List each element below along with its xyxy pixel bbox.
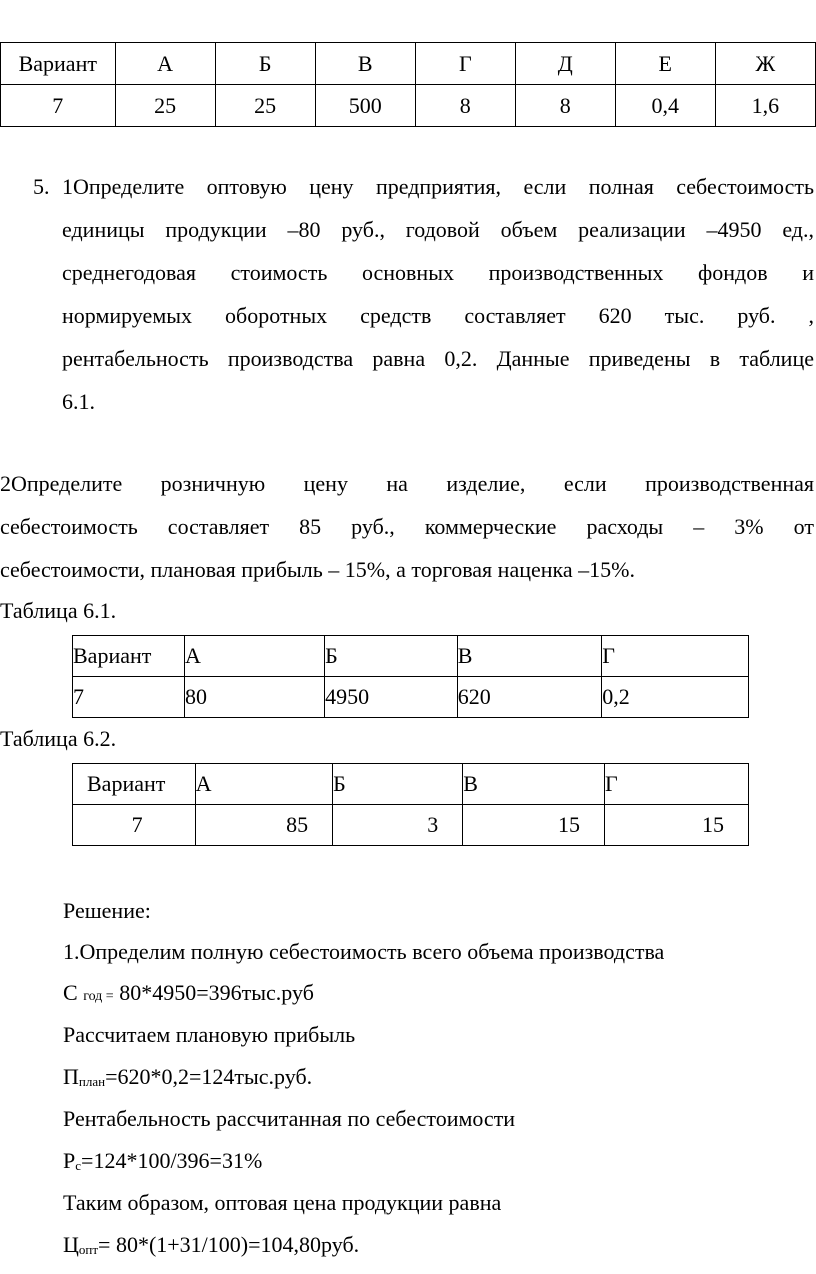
table-cell: 500 <box>315 85 415 127</box>
table-cell: Г <box>415 43 515 85</box>
text-line: 2Определите розничную цену на изделие, если производственная <box>0 471 814 496</box>
table-cell: 7 <box>73 677 185 718</box>
table-header-row <box>73 636 749 677</box>
table-cell: Г <box>605 764 749 805</box>
table-cell: 3 <box>333 805 463 846</box>
text-line: себестоимости, плановая прибыль – 15%, а торговая наценка –15%. <box>0 557 635 582</box>
table-cell: 0,4 <box>615 85 715 127</box>
table-cell: 25 <box>115 85 215 127</box>
table-cell: Вариант <box>73 764 196 805</box>
table-row <box>73 677 749 718</box>
formula-line <box>63 1148 262 1174</box>
table-cell: 1,6 <box>715 85 815 127</box>
text-line: 1.Определим полную себестоимость всего объема производства <box>63 939 665 964</box>
table-cell: 4950 <box>325 677 458 718</box>
formula-expression: =620*0,2=124тыс.руб. <box>105 1064 313 1089</box>
table-cell: 85 <box>195 805 333 846</box>
formula-expression: 80*4950=396тыс.руб <box>119 980 314 1005</box>
solution-heading: Решение: <box>63 898 151 923</box>
table-cell: 620 <box>457 677 602 718</box>
table-6-2 <box>72 763 749 846</box>
table-cell: Г <box>602 636 749 677</box>
formula-line <box>63 1064 312 1090</box>
table-cell: В <box>457 636 602 677</box>
table-cell: 8 <box>415 85 515 127</box>
text-line: нормируемых оборотных средств составляет 620 тыс. руб. , <box>62 303 814 328</box>
table-cell: А <box>184 636 324 677</box>
table-cell: А <box>195 764 333 805</box>
text-line: единицы продукции –80 руб., годовой объем реализации –4950 ед., <box>62 217 814 242</box>
table-cell: Б <box>215 43 315 85</box>
text-line: среднегодовая стоимость основных производственных фондов и <box>62 260 814 285</box>
text-line: 6.1. <box>62 389 95 414</box>
formula-line <box>63 1232 359 1258</box>
table-cell: 80 <box>184 677 324 718</box>
formula-symbol: Р <box>63 1148 76 1173</box>
table-cell: 7 <box>1 85 116 127</box>
text-line: рентабельность производства равна 0,2. Данные приведены в таблице <box>62 346 814 371</box>
table-cell: 15 <box>605 805 749 846</box>
text-line: Рентабельность рассчитанная по себестоимости <box>63 1106 516 1131</box>
formula-subscript: год = <box>83 989 114 1004</box>
formula-expression: = 80*(1+31/100)=104,80руб. <box>98 1232 360 1257</box>
table-caption: Таблица 6.1. <box>0 598 117 623</box>
formula-subscript: опт <box>78 1242 99 1257</box>
table-cell: В <box>315 43 415 85</box>
table-cell: Б <box>333 764 463 805</box>
text-line: 1Определите оптовую цену предприятия, если полная себестоимость <box>62 174 814 199</box>
table-cell: 25 <box>215 85 315 127</box>
table-cell: 15 <box>463 805 605 846</box>
table-cell: Ж <box>715 43 815 85</box>
formula-subscript: с <box>75 1158 82 1173</box>
text-line: Таким образом, оптовая цена продукции равна <box>63 1190 502 1215</box>
table-cell: 8 <box>515 85 615 127</box>
text-line: Рассчитаем плановую прибыль <box>63 1022 356 1047</box>
table-6-1 <box>72 635 749 718</box>
formula-expression: =124*100/396=31% <box>81 1148 263 1173</box>
table-header-row <box>1 43 816 85</box>
formula-symbol: Ц <box>63 1232 79 1257</box>
text-line: себестоимость составляет 85 руб., коммерческие расходы – 3% от <box>0 514 814 539</box>
table-cell: Е <box>615 43 715 85</box>
table-row <box>73 805 749 846</box>
formula-line <box>63 980 314 1006</box>
formula-subscript: план <box>78 1074 106 1089</box>
variant-table-top <box>0 42 816 127</box>
table-cell: Вариант <box>73 636 185 677</box>
table-row <box>1 85 816 127</box>
table-cell: А <box>115 43 215 85</box>
table-cell: Б <box>325 636 458 677</box>
formula-symbol: П <box>63 1064 79 1089</box>
formula-symbol: С <box>63 980 78 1005</box>
table-header-row <box>73 764 749 805</box>
table-cell: 0,2 <box>602 677 749 718</box>
task-number: 5. <box>33 174 50 199</box>
table-cell: Вариант <box>1 43 116 85</box>
table-cell: 7 <box>73 805 196 846</box>
table-caption: Таблица 6.2. <box>0 726 117 751</box>
table-cell: В <box>463 764 605 805</box>
table-cell: Д <box>515 43 615 85</box>
